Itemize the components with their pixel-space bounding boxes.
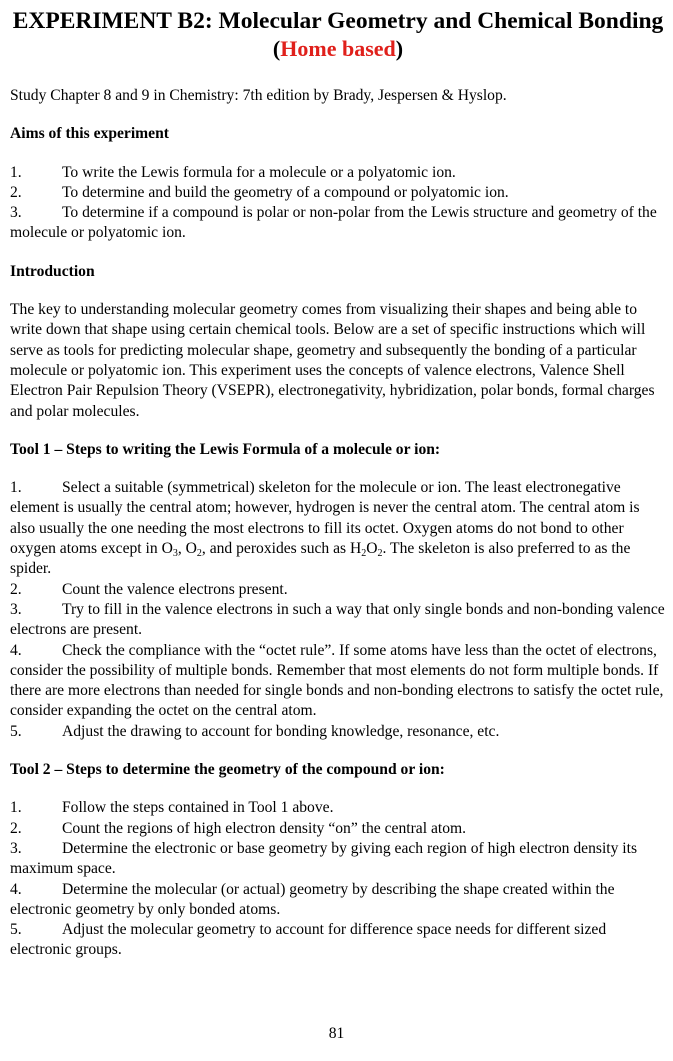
tool2-list — [10, 798, 666, 960]
item-text: Adjust the molecular geometry to account for difference space needs for different sized electronic groups. — [10, 921, 607, 959]
list-item — [10, 580, 666, 600]
list-item — [10, 478, 666, 579]
list-item — [10, 920, 666, 961]
tool2-heading: Tool 2 – Steps to determine the geometry of the compound or ion: — [10, 761, 445, 779]
item-number: 1. — [10, 163, 22, 181]
document-page — [10, 8, 666, 961]
list-item — [10, 600, 666, 641]
list-item — [10, 798, 666, 818]
list-item — [10, 163, 666, 183]
list-item — [10, 203, 666, 244]
item-text: . The skeleton is also preferred to as the spider. — [10, 540, 631, 578]
item-number: 3. — [10, 204, 22, 222]
introduction-paragraph: The key to understanding molecular geometry comes from visualizing their shapes and being able to write down that shape using certain chemical tools. Below are a set of specific instructions which will serve as tools for predicting molecular shape, geometry and subsequently the bonding of a particular molecule or polyatomic ion. This experiment uses the concepts of valence electrons, Valence Shell Electron Pair Repulsion Theory (VSEPR), electronegativity, hybridization, polar bonds, formal charges and polar molecules. — [10, 301, 655, 420]
item-number: 5. — [10, 921, 22, 939]
item-text: Adjust the drawing to account for bonding knowledge, resonance, etc. — [62, 722, 500, 740]
subtitle-close-paren: ) — [395, 36, 404, 61]
item-number: 2. — [10, 819, 22, 837]
item-text: Determine the molecular (or actual) geometry by describing the shape created within the electronic geometry by only bonded atoms. — [10, 880, 615, 918]
item-text: Try to fill in the valence electrons in such a way that only single bonds and non-bonding valence electrons are present. — [10, 600, 665, 639]
item-text: To write the Lewis formula for a molecule or a polyatomic ion. — [62, 163, 456, 181]
item-text: To determine if a compound is polar or non-polar from the Lewis structure and geometry of the molecule or polyatomic ion. — [10, 204, 657, 242]
item-number: 2. — [10, 183, 22, 201]
item-number: 3. — [10, 600, 22, 618]
list-item — [10, 183, 666, 203]
study-reference: Study Chapter 8 and 9 in Chemistry: 7th edition by Brady, Jespersen & Hyslop. — [10, 87, 507, 104]
subscript: 2 — [377, 548, 383, 560]
list-item — [10, 722, 666, 742]
subscript: 3 — [172, 548, 178, 560]
item-text: O — [366, 540, 378, 558]
item-text: Select a suitable (symmetrical) skeleton for the molecule or ion. The least electronegative element is usually the central atom; however, hydrogen is never the central atom. The central atom is also usually the one needing the most electrons to fill its octet. Oxygen atoms do not bond to other oxygen atoms except in O — [10, 479, 640, 558]
list-item — [10, 880, 666, 921]
item-number: 4. — [10, 641, 22, 659]
subtitle-open-paren: ( — [272, 36, 281, 61]
item-number: 1. — [10, 479, 22, 497]
tool1-heading: Tool 1 – Steps to writing the Lewis Formula of a molecule or ion: — [10, 440, 441, 458]
list-item — [10, 819, 666, 839]
item-number: 1. — [10, 799, 22, 817]
introduction-heading: Introduction — [10, 262, 95, 280]
item-text: Count the valence electrons present. — [62, 580, 288, 598]
document-subtitle — [10, 35, 666, 62]
item-text: Check the compliance with the “octet rule”. If some atoms have less than the octet of electrons, consider the possibility of multiple bonds. Remember that most elements do not form multiple bonds. If there are more electrons than needed for single bonds and non-bonding electrons to satisfy the octet rule, consider expanding the octet on the central atom. — [10, 641, 664, 720]
item-text: Determine the electronic or base geometry by giving each region of high electron density its maximum space. — [10, 839, 638, 878]
item-text: , and peroxides such as H — [201, 540, 362, 558]
home-based-label: Home based — [280, 36, 396, 61]
page-number: 81 — [328, 1025, 345, 1042]
item-number: 4. — [10, 880, 22, 898]
list-item — [10, 641, 666, 722]
item-number: 2. — [10, 580, 22, 598]
item-text: Follow the steps contained in Tool 1 above. — [62, 799, 334, 817]
item-text: , O — [177, 540, 197, 558]
aims-list — [10, 163, 666, 244]
aims-heading: Aims of this experiment — [10, 125, 169, 143]
item-number: 5. — [10, 722, 22, 740]
subscript: 2 — [361, 548, 367, 560]
tool1-list — [10, 478, 666, 742]
document-title: EXPERIMENT B2: Molecular Geometry and Chemical Bonding — [12, 8, 664, 34]
item-text: To determine and build the geometry of a compound or polyatomic ion. — [62, 183, 509, 201]
item-text: Count the regions of high electron density “on” the central atom. — [62, 819, 467, 837]
item-number: 3. — [10, 839, 22, 857]
list-item — [10, 839, 666, 880]
subscript: 2 — [196, 548, 202, 560]
